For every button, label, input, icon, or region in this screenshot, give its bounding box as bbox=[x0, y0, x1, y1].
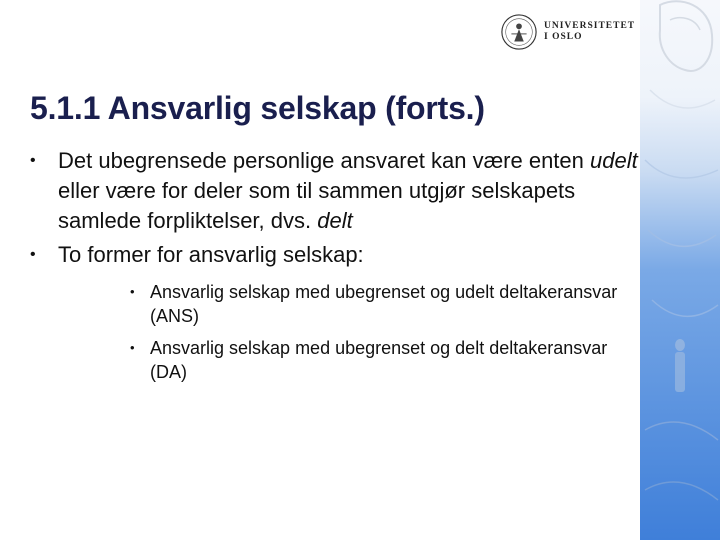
sub-bullet-1-text: Ansvarlig selskap med ubegrenset og udelt deltakeransvar (ANS) bbox=[150, 282, 618, 326]
bullet-1-emphasis-delt: delt bbox=[317, 208, 353, 233]
university-logo bbox=[500, 12, 635, 52]
bullet-1-text-part1: Det ubegrensede personlige ansvaret kan være enten bbox=[58, 148, 591, 173]
bullet-marker: • bbox=[30, 246, 36, 263]
sub-bullet-2-text: Ansvarlig selskap med ubegrenset og delt deltakeransvar (DA) bbox=[150, 338, 608, 382]
bullet-1-text-part2: eller være for deler som til sammen utgjør selskapets samlede forpliktelser, dvs. bbox=[58, 178, 576, 233]
slide-title: 5.1.1 Ansvarlig selskap (forts.) bbox=[30, 90, 485, 126]
decorative-side-panel bbox=[640, 0, 720, 540]
bullet-marker: • bbox=[30, 152, 36, 169]
sub-bullet-item-2 bbox=[122, 336, 638, 384]
side-panel-graphic bbox=[640, 0, 720, 540]
bullet-item-2 bbox=[28, 240, 638, 384]
logo-text bbox=[544, 21, 635, 43]
bullet-2-text: To former for ansvarlig selskap: bbox=[58, 242, 364, 267]
bullet-item-1 bbox=[28, 146, 638, 236]
logo-line-1: UNIVERSITETET bbox=[544, 21, 636, 31]
sub-bullet-marker: • bbox=[130, 340, 135, 355]
sub-bullet-marker: • bbox=[130, 284, 135, 299]
bullet-list bbox=[28, 146, 638, 392]
sub-bullet-item-1 bbox=[122, 280, 638, 328]
bullet-1-emphasis-udelt: udelt bbox=[590, 148, 638, 173]
university-seal-icon bbox=[500, 13, 538, 51]
sub-bullet-list bbox=[58, 280, 638, 384]
logo-line-2: I OSLO bbox=[544, 32, 583, 42]
